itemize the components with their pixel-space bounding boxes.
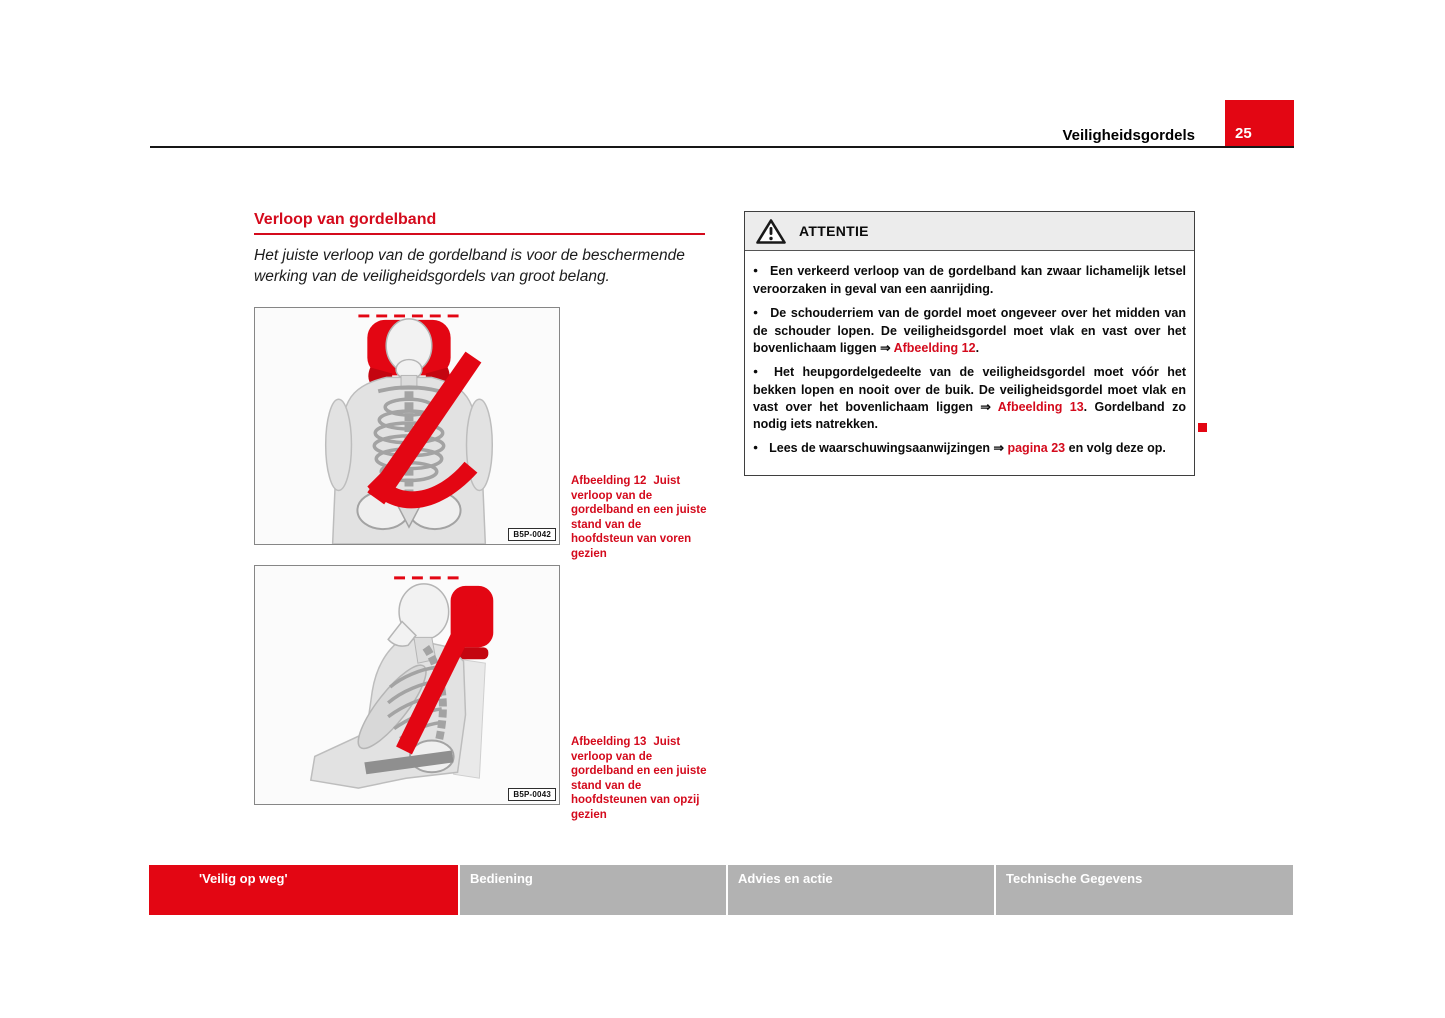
footer-tab-label: Technische Gegevens — [1006, 871, 1143, 886]
footer-tab-label: Bediening — [470, 871, 533, 886]
warning-text: en volg deze op. — [1065, 441, 1166, 455]
section-heading: Verloop van gordelband — [254, 211, 437, 228]
figure-code-badge: B5P-0043 — [508, 788, 556, 801]
footer-nav — [149, 865, 1293, 915]
warning-title: ATTENTIE — [799, 223, 869, 239]
footer-tab-technische-gegevens[interactable] — [996, 865, 1293, 915]
header-rule — [150, 146, 1294, 148]
warning-text: . Gordelband zo nodig iets natrekken. — [753, 400, 1186, 431]
bullet-icon: ● — [753, 442, 759, 452]
figure-13 — [254, 565, 560, 805]
figure-caption-text: Juist verloop van de gordelband en een juiste stand van de hoofdsteun van voren gezien — [571, 475, 707, 560]
footer-tab-advies-en-actie[interactable] — [728, 865, 994, 915]
bullet-icon: ● — [753, 307, 760, 317]
figure-caption-label: Afbeelding 12 — [571, 475, 647, 487]
page-number-box — [1225, 100, 1294, 148]
section-heading-rule — [254, 233, 705, 235]
footer-tab-bediening[interactable] — [460, 865, 726, 915]
warning-item — [753, 305, 1186, 357]
cross-reference-link[interactable]: Afbeelding 13 — [997, 400, 1084, 414]
bullet-icon: ● — [753, 265, 760, 275]
section-end-marker — [1198, 423, 1207, 432]
figure-12 — [254, 307, 560, 545]
bullet-icon: ● — [753, 366, 764, 376]
figure-12-illustration — [255, 308, 559, 544]
footer-tab-label: 'Veilig op weg' — [199, 871, 288, 886]
warning-triangle-icon — [756, 218, 786, 245]
intro-paragraph: Het juiste verloop van de gordelband is voor de beschermende werking van de veiligheidsgordels van groot belang. — [254, 247, 685, 285]
warning-box — [744, 211, 1195, 476]
cross-reference-link[interactable]: Afbeelding 12 — [893, 341, 976, 355]
warning-body — [745, 251, 1194, 475]
page-number: 25 — [1235, 125, 1252, 142]
figure-caption-label: Afbeelding 13 — [571, 736, 647, 748]
warning-text: Lees de waarschuwingsaanwijzingen ⇒ — [769, 441, 1008, 455]
warning-text: De schouderriem van de gordel moet ongeveer over het midden van de schouder lopen. De veiligheidsgordel moet vlak en vast over het bovenlichaam liggen ⇒ — [753, 306, 1186, 355]
cross-reference-link[interactable]: pagina 23 — [1007, 441, 1066, 455]
figure-13-caption — [571, 735, 707, 823]
warning-text: . — [975, 341, 980, 355]
warning-item — [753, 364, 1186, 433]
figure-12-caption — [571, 474, 707, 562]
footer-tab-label: Advies en actie — [738, 871, 833, 886]
figure-13-illustration — [255, 566, 559, 804]
warning-item — [753, 263, 1186, 298]
warning-item — [753, 440, 1186, 458]
figure-code-badge: B5P-0042 — [508, 528, 556, 541]
page-title: Veiligheidsgordels — [1062, 127, 1195, 144]
warning-header — [745, 212, 1194, 251]
warning-text: Het heupgordelgedeelte van de veiligheidsgordel moet vóór het bekken lopen en nooit over de buik. De veiligheidsgordel moet vlak en vast over het bovenlichaam liggen ⇒ — [753, 365, 1186, 414]
warning-text: Een verkeerd verloop van de gordelband kan zwaar lichamelijk letsel veroorzaken in geval van een aanrijding. — [753, 264, 1186, 296]
figure-caption-text: Juist verloop van de gordelband en een juiste stand van de hoofdsteunen van opzij gezien — [571, 736, 707, 821]
footer-tab-veilig-op-weg[interactable] — [149, 865, 458, 915]
